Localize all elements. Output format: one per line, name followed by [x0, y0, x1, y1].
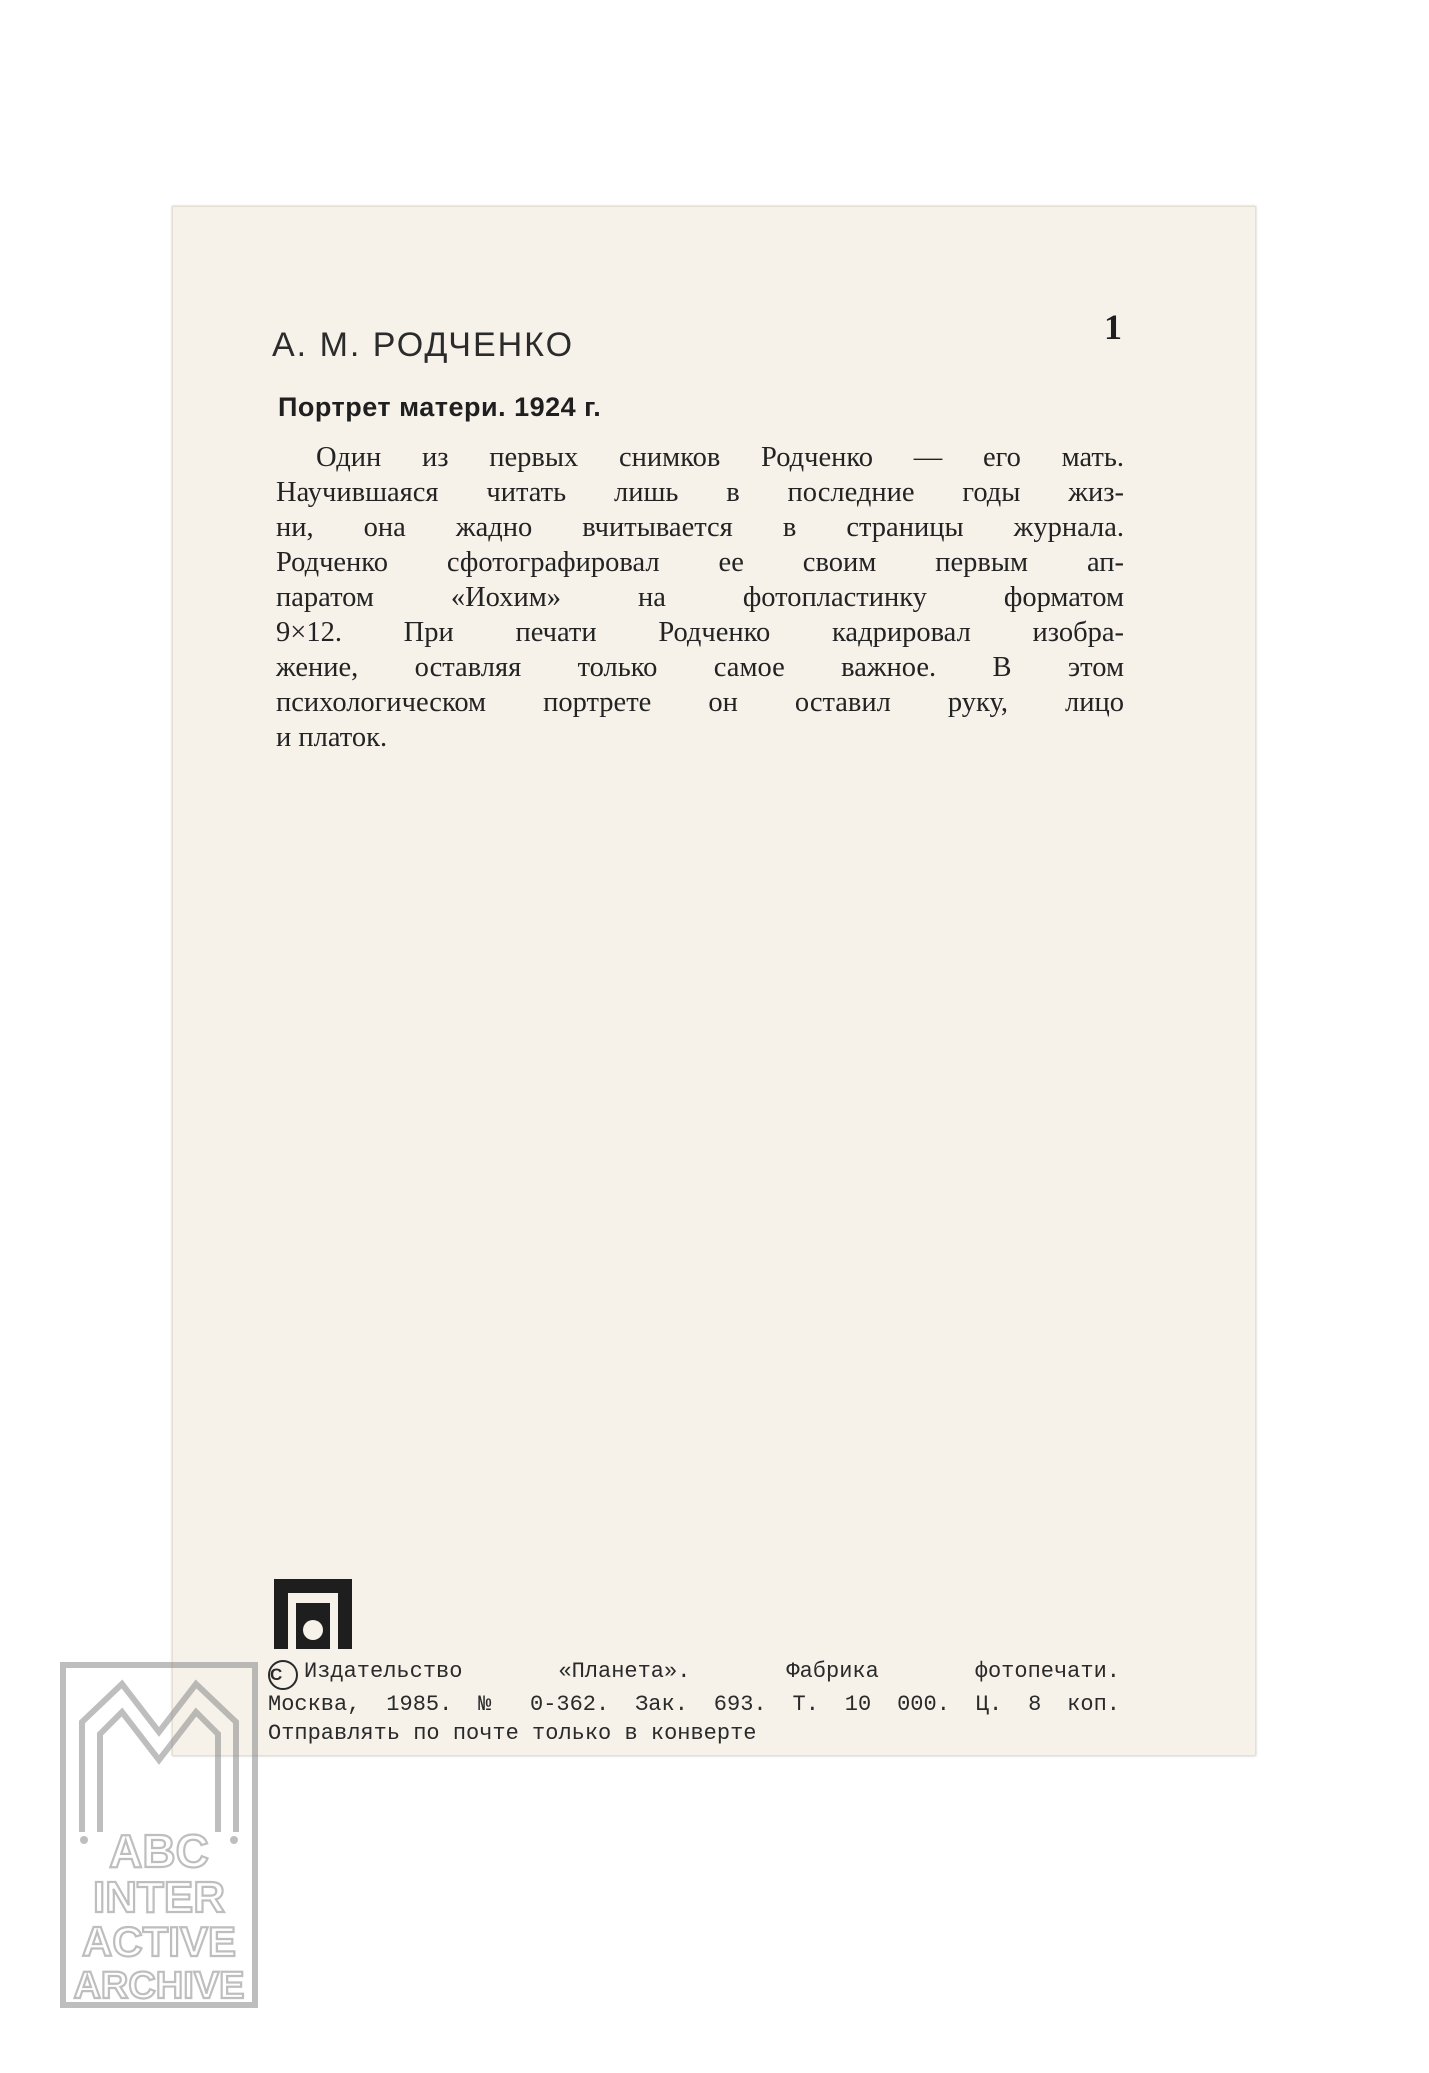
copyright-icon: C [268, 1660, 298, 1690]
imprint-line: Отправлять по почте только в конверте [268, 1721, 757, 1746]
watermark-word: ABC [109, 1825, 209, 1877]
description-text [276, 440, 1124, 755]
description-line: Родченко сфотографировал ее своим первым ап- [276, 547, 1124, 578]
postcard-back [172, 206, 1256, 1756]
description-line: психологическом портрете он оставил руку, лицо [276, 687, 1124, 718]
artwork-title: Портрет матери. 1924 г. [278, 392, 602, 422]
description-line: Один из первых снимков Родченко — его мать. [316, 442, 1124, 473]
watermark-word: ACTIVE [81, 1918, 237, 1965]
description-line: Научившаяся читать лишь в последние годы жиз- [276, 477, 1124, 508]
description-line: паратом «Иохим» на фотопластинку форматом [276, 582, 1124, 613]
author-name: А. М. РОДЧЕНКО [272, 326, 575, 364]
imprint-publisher: Издательство «Планета». Фабрика фотопечати. [304, 1659, 1120, 1684]
imprint-line [268, 1657, 1120, 1690]
archive-watermark-logo [60, 1662, 258, 2008]
planeta-publisher-logo-icon [272, 1577, 354, 1651]
publisher-imprint [268, 1657, 1120, 1748]
description-line: жение, оставляя только самое важное. В этом [276, 652, 1124, 683]
watermark-word: ARCHIVE [73, 1965, 245, 2007]
description-line: ни, она жадно вчитывается в страницы журнала. [276, 512, 1124, 543]
imprint-line: Москва, 1985. № 0-362. Зак. 693. Т. 10 000. Ц. 8 коп. [268, 1692, 1120, 1717]
description-line: 9×12. При печати Родченко кадрировал изобра- [276, 617, 1124, 648]
description-line: и платок. [276, 722, 388, 753]
page-number: 1 [1104, 307, 1122, 347]
watermark-word: INTER [93, 1873, 225, 1922]
